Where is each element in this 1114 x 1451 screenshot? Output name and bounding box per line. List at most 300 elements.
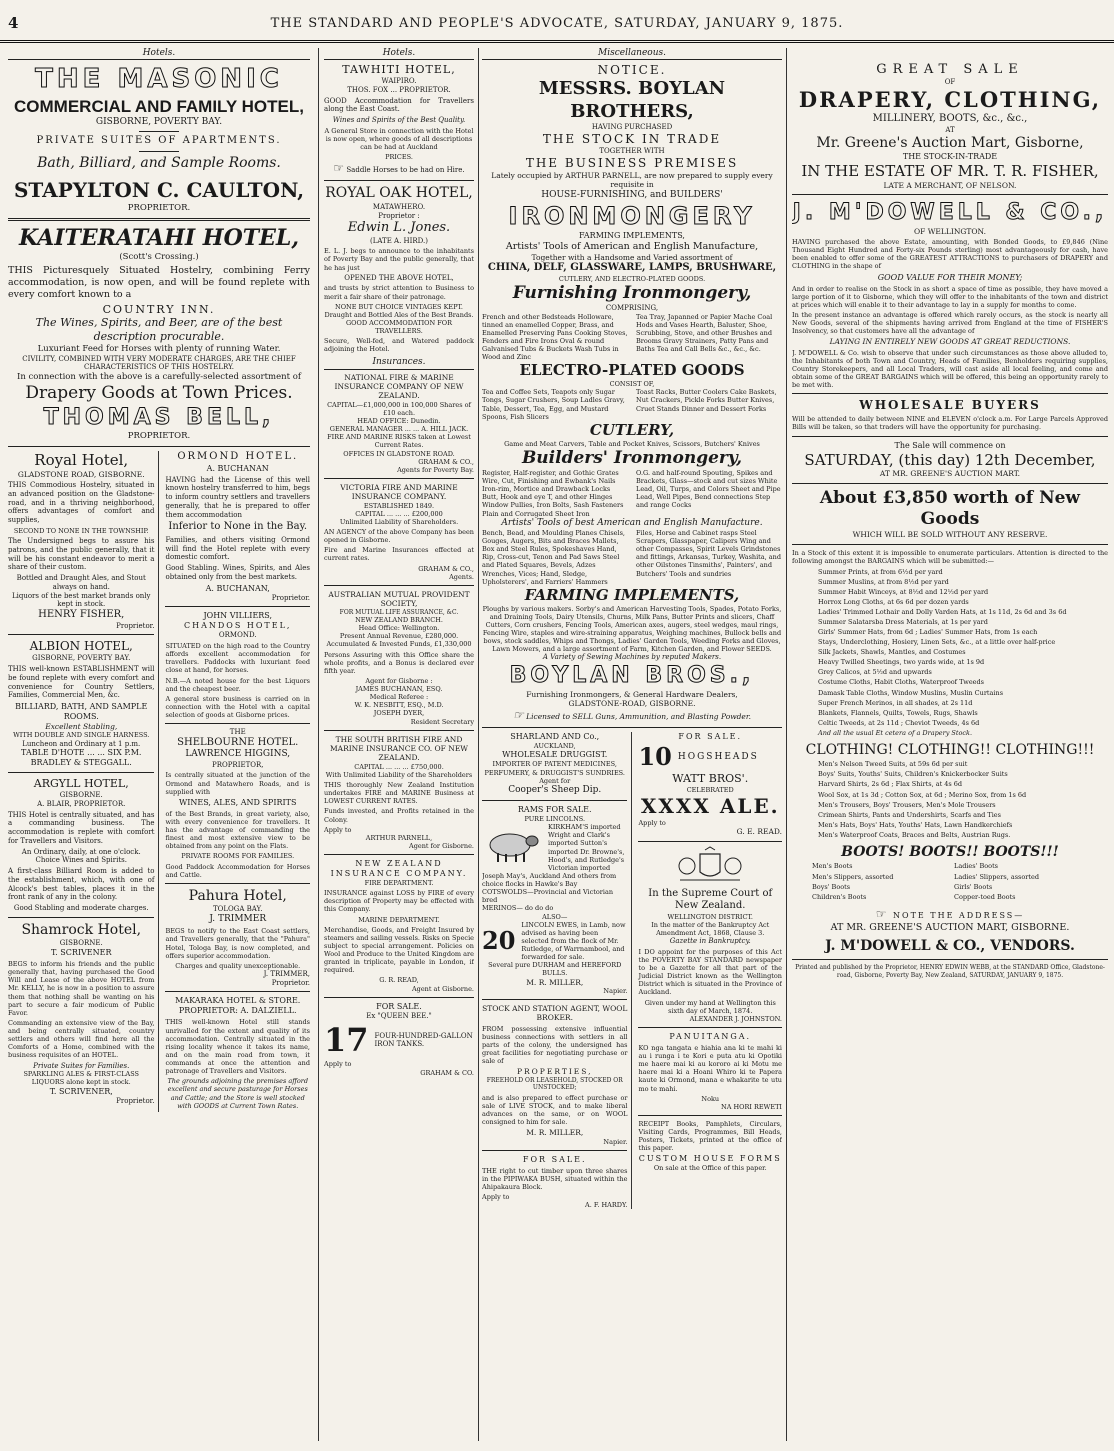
- rams-durham: Several pure DURHAM and HEREFORD BULLS.: [488, 961, 622, 978]
- royaloak-late: (LATE A. HIRD.): [369, 236, 429, 245]
- bargain-item: Blankets, Flannels, Quilts, Towels, Rugs, Shawls: [818, 708, 978, 717]
- shamrock-body2: Commanding an extensive view of the Bay, and being centrally situated, country settlers and others will find here all the Comforts of a Home, combined with the business requisites of an HOTEL.: [8, 1018, 155, 1060]
- australian-branch: NEW ZEALAND BRANCH.: [355, 616, 443, 624]
- court-gazette: Gazette in Bankruptcy.: [669, 937, 751, 945]
- argyll-loc: GISBORNE.: [59, 791, 103, 799]
- clothing-item: Wool Sox, at 1s 3d ; Cotton Sox, at 6d ; Merino Sox, from 1s 6d: [818, 790, 1027, 799]
- bargains-list: [792, 567, 1108, 738]
- section-header-3: Miscellaneous.: [482, 48, 782, 60]
- kaiteratahi-title: KAITERATAHI HOTEL,: [18, 224, 300, 251]
- shelbourne-body: Is centrally situated at the junction of the Ormond and Matawhero Roads, and is supplied with: [165, 771, 310, 796]
- vendors: J. M'DOWELL & CO., VENDORS.: [825, 937, 1075, 954]
- notice: NOTICE.: [597, 63, 667, 78]
- tawhiti-store: A General Store in connection with the Hotel is now open, where goods of all descriptions can be had at Auckland: [324, 126, 474, 151]
- shelbourne-rooms: PRIVATE ROOMS FOR FAMILIES.: [181, 852, 295, 861]
- pahura-owner-top: J. TRIMMER: [209, 914, 267, 924]
- boylan-premises: THE BUSINESS PREMISES: [525, 155, 739, 170]
- panuitanga-sig2: NA HORI REWETI: [721, 1102, 782, 1111]
- court-body: I DO appoint for the purposes of this Act the POVERTY BAY STANDARD newspaper to be a Gazette for all that part of the Judicial District known as the Wellington District which is situated in the Province of Auckland.: [638, 947, 782, 997]
- sale-body1: HAVING purchased the above Estate, amounting, with Bonded Goods, to £9,846 (Nine Thousand Eight Hundred and Forty-six Pounds sterling) most advantageously for cash, have been enabled to offer some of the GREATEST ATTRACTIONS to purchasers of DRAPERY and CLOTHING in the shape of: [792, 238, 1108, 271]
- electro-right: Toast Racks, Butter Coolers Cake Baskets, Nut Crackers, Pickle Forks Butter Knives, Cruet Stands Dinner and Dessert Forks: [636, 388, 777, 413]
- rams-number: 20: [482, 925, 516, 955]
- shelbourne-title: SHELBOURNE HOTEL.: [177, 736, 299, 748]
- national-capital: CAPITAL—£1,000,000 in 100,000 Shares of £10 each.: [327, 400, 471, 417]
- stock-in-trade: THE STOCK-IN-TRADE: [902, 152, 998, 161]
- tanks-agent: GRAHAM & CO.: [420, 1068, 474, 1077]
- builders-title: Builders' Ironmongery,: [521, 447, 743, 468]
- together-with: Together with a Handsome and Varied assortment of: [531, 252, 733, 262]
- royaloak-good: GOOD ACCOMMODATION FOR TRAVELLERS.: [345, 318, 452, 335]
- shamrock-loc: GISBORNE.: [59, 939, 103, 948]
- court-given: Given under my hand at Wellington this sixth day of March, 1874.: [644, 998, 776, 1015]
- tanks-apply: Apply to: [324, 1060, 352, 1069]
- farming-title: FARMING IMPLEMENTS,: [524, 585, 740, 604]
- victoria-agent2: Agents.: [449, 572, 474, 581]
- tanks-title: FOR SALE.: [376, 1001, 422, 1011]
- boylan-lately: Lately occupied by ARTHUR PARNELL, are now prepared to supply every requisite in: [491, 170, 773, 190]
- boylan-having: HAVING PURCHASED: [591, 123, 673, 132]
- ormond-owner: A. BUCHANAN,: [205, 583, 270, 593]
- rams-also: ALSO—: [542, 912, 568, 921]
- shamrock-liquors: SPARKLING ALES & FIRST-CLASS LIQUORS alone kept in stock.: [23, 1070, 139, 1087]
- panuitanga-body: KO nga tangata e hiahia ana ki te mahi ki au i runga i te Kori e puta atu ki Opotiki me haere mai ki au kororo ai ki Motu me haere mai ki a Hoani Whiro ki te Papera kaute ki Ormond, mana e whakarite te utu mo te mahi.: [638, 1043, 782, 1093]
- court-signature: ALEXANDER J. JOHNSTON.: [689, 1014, 782, 1023]
- ale-watt: WATT BROS'.: [672, 772, 749, 786]
- sale-commence: The Sale will commence on: [894, 440, 1006, 450]
- masonic-title: THE MASONIC: [35, 64, 283, 95]
- royaloak-body: E. L. J. begs to announce to the inhabitants of Poverty Bay and the public generally, that he has just: [324, 247, 474, 272]
- tawhiti-wines: Wines and Spirits of the Best Quality.: [332, 116, 466, 124]
- estate: IN THE ESTATE OF MR. T. R. FISHER,: [801, 162, 1099, 180]
- southbritish-body2: Funds invested, and Profits retained in the Colony.: [324, 807, 474, 824]
- royaloak-draught: Draught and Bottled Ales of the Best Brands.: [324, 310, 474, 319]
- timber-body: THE right to cut timber upon three shares in the PIPIWAKA BUSH, situated within the Ahipakaura Block.: [482, 1166, 628, 1191]
- nz-body2: Merchandise, Goods, and Freight Insured by steamers and sailing vessels. Risks on Specie subject to special arrangement. Policies on Wool and Produce to the United Kingdom are granted in triplicate, payable in London, if required.: [324, 925, 474, 975]
- of-wellington: OF WELLINGTON.: [913, 226, 986, 236]
- shelbourne-the: THE: [229, 728, 246, 737]
- southbritish-agent2: Agent for Gisborne.: [409, 841, 474, 850]
- albion-harness: WITH DOUBLE AND SINGLE HARNESS.: [13, 731, 150, 740]
- ale-celebrated: CELEBRATED: [686, 786, 734, 794]
- note-address: NOTE THE ADDRESS—: [893, 910, 1025, 920]
- ale-apply: Apply to: [638, 819, 666, 828]
- nz-agent2: Agent at Gisborne.: [411, 984, 474, 993]
- kaiteratahi-civility: CIVILITY, COMBINED WITH VERY MODERATE CHARGES, ARE THE CHIEF CHARACTERISTICS OF THIS HOSTELRY.: [22, 354, 296, 372]
- licensed: Licensed to SELL Guns, Ammunition, and Blasting Powder.: [526, 712, 752, 722]
- sale-body4: J. M'DOWELL & Co. wish to observe that under such circumstances as those above alluded to, the Inhabitants of both Town and Country, Heads of Families, Benholders requiring supplies, Country Storekeepers, and all Local Traders, will cast aside all local feeling, and come and obtain some of the GREAT BARGAINS which will be offered, this being an opportunity rarely to be met with.: [792, 348, 1108, 390]
- kaiteratahi-feed: Luxuriant Feed for Horses with plenty of running Water.: [37, 343, 281, 354]
- victoria-unlimited: Unlimited Liability of Shareholders.: [339, 517, 459, 526]
- albion-title: ALBION HOTEL,: [29, 639, 133, 654]
- thomas-bell-role: PROPRIETOR.: [127, 431, 191, 442]
- southbritish-unlimited: With Unlimited Liability of the Shareholders: [325, 770, 473, 779]
- boots-left: [812, 861, 946, 903]
- makaraka-grounds: The grounds adjoining the premises afford excellent and secure pasturage for Horses and Cattle; and the Store is well stocked with GOODS at Current Town Rates.: [167, 1077, 309, 1110]
- boots-right: [954, 861, 1088, 903]
- southbritish-apply: Apply to: [324, 825, 352, 834]
- boot-item: Boys' Boots: [812, 883, 851, 892]
- ormond-role: Proprietor.: [271, 593, 310, 602]
- sale-at: AT: [945, 125, 955, 134]
- australian-referee: W. K. NESBITT, ESQ., M.D.: [354, 701, 444, 710]
- bargain-item: Horrox Long Cloths, at 6s 6d per dozen yards: [818, 597, 969, 606]
- shamrock-title: Shamrock Hotel,: [21, 921, 142, 938]
- bargains-intro: In a Stock of this extent it is impossible to enumerate particulars. Attention is directed to the following amongst the BARGAINS which will be submitted:—: [792, 548, 1108, 565]
- electro-left: Tea and Coffee Sets, Teapots only Sugar Tongs, Sugar Crushers, Soup Ladles Gravy, Table, Dessert, Tea, Egg, and Mustard Spoons, Fish Slicers: [482, 388, 625, 421]
- furnishing-title: Furnishing Ironmongery,: [512, 282, 752, 303]
- pahura-body: BEGS to notify to the East Coast settlers, and Travellers generally, that the "Pahura" Hotel, Tologa Bay, is now completed, and offers superior accommodation.: [165, 927, 310, 960]
- misc-subcolumn-right: [638, 732, 782, 1209]
- shelbourne-owner: LAWRENCE HIGGINS,: [185, 749, 291, 760]
- kaiteratahi-body: THIS Picturesquely Situated Hostelry, combining Ferry accommodation, is now open, and will be found replete with every comfort known to a: [8, 265, 310, 300]
- artists-left: Bench, Bead, and Moulding Planes Chisels, Gouges, Augers, Bits and Braces Mallets, Box and Steel Rules, Spokeshaves Hand, Rip, Cross-cut, Tenon and Pad Saws Steel and Plated Squares, Bevels, Adzes Wrenches, Vices; Hand, Sledge, Upholsterers', and Farriers' Hammers: [482, 528, 625, 586]
- tawhiti-title: TAWHITI HOTEL,: [342, 63, 456, 77]
- australian-agent: JAMES BUCHANAN, ESQ.: [355, 685, 443, 693]
- bargain-item: Costume Cloths, Habit Cloths, Waterproof Tweeds: [818, 678, 985, 687]
- boylan-bros-loc: GLADSTONE-ROAD, GISBORNE.: [568, 698, 696, 708]
- boot-item: Children's Boots: [812, 893, 867, 902]
- builders-left: Register, Half-register, and Gothic Grates Wire, Cut, Finishing and Ewbank's Nails Iron-rim, Mortice and Drawback Locks Butt, Hook and eye T, and other Hinges Window Pullies, Iron Bolts, Sash Fasteners Plain and Corrugated Sheet Iron: [482, 468, 624, 518]
- masthead: [0, 10, 1114, 43]
- timber-agent: A. F. HARDY.: [585, 1201, 628, 1210]
- misc-subcolumn-left: [482, 732, 632, 1209]
- nz-agent: G. R. READ,: [379, 976, 419, 985]
- national-manager: GENERAL MANAGER ... ... A. HILL JACK.: [329, 425, 469, 434]
- nz-marine: MARINE DEPARTMENT.: [358, 915, 440, 924]
- ormond-body2: Families, and others visiting Ormond will find the Hotel replete with every domestic comfort.: [165, 535, 310, 562]
- pointing-hand-icon: ☞: [512, 708, 524, 723]
- sold-without-reserve: WHICH WILL BE SOLD WITHOUT ANY RESERVE.: [852, 530, 1048, 540]
- clothing-heading: CLOTHING! CLOTHING!! CLOTHING!!!: [805, 741, 1095, 758]
- shamrock-owner: T. SCRIVENER,: [49, 1086, 113, 1096]
- subcolumn-left: [8, 451, 159, 1112]
- rams-merinos: MERINOS— do do do: [482, 904, 554, 913]
- ale-agent: G. E. READ.: [736, 827, 782, 837]
- bargain-item: And all the usual Et cetera of a Drapery Stock.: [818, 728, 973, 737]
- bargain-item: Heavy Twilled Sheetings, two yards wide, at 1s 9d: [818, 658, 985, 667]
- stockagent-body2: and is also prepared to effect purchase or sale of LIVE STOCK, and to make liberal advances on the same, or on WOOL consigned to him for sale.: [482, 1093, 628, 1127]
- victoria-capital: CAPITAL ... ... ... £200,000: [355, 509, 443, 518]
- artists-right: Files, Horse and Cabinet rasps Steel Scrapers, Glasspaper, Calipers Wing and other Compasses, Spirit Levels Grindstones and fittings, Arkansas, Turkey, Washita, and other Oilstones Tinsmiths', Painters', and Butchers' Tools and sundries: [636, 528, 782, 578]
- pointing-hand-icon: ☞: [875, 906, 889, 921]
- pahura-role: Proprietor.: [271, 978, 310, 987]
- shelbourne-body2: of the Best Brands, in great variety, also, with every convenience for travellers. It has the advantage of commanding the finest and most extensive view to be obtained from any point on the Flats.: [165, 809, 310, 851]
- bargain-item: Ladies' Trimmed Lothair and Dolly Varden Hats, at 1s 11d, 2s 6d and 3s 6d: [818, 608, 1067, 616]
- bargain-item: Super French Merinos, in all shades, at 2s 11d: [818, 698, 973, 707]
- subcolumn-right: [165, 451, 310, 1112]
- chandos-owner: JOHN VILLIERS,: [203, 611, 273, 621]
- drapery-clothing: DRAPERY, CLOTHING,: [798, 87, 1102, 112]
- timber-title: FOR SALE.: [522, 1154, 587, 1164]
- boylan-firm: MESSRS. BOYLAN BROTHERS,: [538, 78, 726, 122]
- sale-body2: And in order to realise on the Stock in as short a space of time as possible, they have moved a large portion of it to Gisborne, which they will offer to the inhabitants of the town and district at prices which will enable it to their advantage to lay in a supply for months to come.: [792, 284, 1108, 309]
- kaiteratahi-inn: COUNTRY INN.: [102, 302, 216, 316]
- makaraka-owner: PROPRIETOR: A. DALZIELL.: [178, 1006, 297, 1016]
- column-miscellaneous: [482, 48, 782, 1443]
- imprint: Printed and published by the Proprietor, HENRY EDWIN WEBB, at the STANDARD Office, Gladstone-road, Gisborne, Poverty Bay, New Zealand, SATURDAY, JANUARY 9, 1875.: [795, 964, 1105, 979]
- australian-funds: Accumulated & Invested Funds, £1,330,000: [326, 640, 472, 649]
- masonic-location: GISBORNE, POVERTY BAY.: [95, 117, 223, 127]
- masonic-suites: PRIVATE SUITES OF APARTMENTS.: [36, 135, 282, 147]
- masonic-sub: COMMERCIAL AND FAMILY HOTEL,: [14, 96, 304, 116]
- artists-tools: Artists' Tools of American and English Manufacture,: [505, 240, 759, 252]
- national-agent: GRAHAM & CO.,: [418, 457, 474, 466]
- wholesale-body: Will be attended to daily between NINE and ELEVEN o'clock a.m. For Large Parcels Approved Bills will be taken, so that traders will have the opportunity for purchasing.: [792, 415, 1108, 432]
- southbritish-body: THIS thoroughly New Zealand Institution undertakes FIRE and MARINE Business at LOWEST CURRENT RATES.: [324, 781, 474, 806]
- australian-secretary-role: Resident Secretary: [410, 717, 474, 726]
- royal-body: THIS Commodious Hostelry, situated in an advanced position on the Gladstone-road, and in a thriving neighborhood, offers advantages of comfort and supplies,: [8, 481, 155, 525]
- rams-lincoln: LINCOLN EWES, in Lamb, now advised as having been selected from the flock of Mr. Rutledge, of Warrnambool, and forwarded for sale.: [521, 920, 626, 962]
- about-worth: About £3,850 worth of New Goods: [819, 487, 1081, 529]
- boylan-bros-sub: Furnishing Ironmongers, & General Hardware Dealers,: [526, 689, 738, 699]
- southbritish-title: THE SOUTH BRITISH FIRE AND MARINE INSURANCE CO. OF NEW ZEALAND.: [329, 734, 469, 763]
- boot-item: Ladies' Boots: [954, 862, 999, 871]
- sale-date: SATURDAY, (this day) 12th December,: [804, 450, 1096, 469]
- albion-body: THIS well-known ESTABLISHMENT will be found replete with every comfort and convenience for Country Settlers, Families, Commercial Men, &c.: [8, 665, 155, 700]
- shamrock-body: BEGS to inform his friends and the public generally that, having purchased the Good Will and Lease of the above HOTEL from Mr. KELLY, he is now in a position to assure them that nothing shall be wanting on his part to secure a fair modicum of Public Favor.: [8, 960, 155, 1017]
- ormond-title: ORMOND HOTEL.: [177, 451, 299, 462]
- estate-late: LATE A MERCHANT, OF NELSON.: [883, 180, 1017, 190]
- column-hotels-2: [324, 48, 474, 1443]
- shamrock-role: Proprietor.: [116, 1096, 155, 1105]
- boot-item: Men's Slippers, assorted: [812, 872, 894, 881]
- makaraka-title: MAKARAKA HOTEL & STORE.: [175, 996, 301, 1006]
- rams-title: RAMS FOR SALE.: [517, 805, 592, 814]
- rams-agent: M. R. MILLER,: [526, 977, 584, 987]
- albion-owner: BRADLEY & STEGGALL.: [30, 758, 132, 768]
- victoria-title: VICTORIA FIRE AND MARINE INSURANCE COMPANY.: [340, 482, 458, 502]
- mcdowell-firm: J. M'DOWELL & CO.,: [792, 200, 1108, 226]
- boot-item: Ladies' Slippers, assorted: [954, 872, 1040, 881]
- court-title: In the Supreme Court of New Zealand.: [648, 887, 773, 912]
- southbritish-agent: ARTHUR PARNELL,: [365, 833, 433, 842]
- albion-lunch: Luncheon and Ordinary at 1 p.m.: [22, 739, 141, 748]
- australian-title: AUSTRALIAN MUTUAL PROVIDENT SOCIETY,: [328, 589, 470, 609]
- royaloak-owner: Edwin L. Jones.: [347, 220, 451, 236]
- victoria-body: AN AGENCY of the above Company has been opened in Gisborne.: [324, 528, 474, 545]
- column-great-sale: [792, 48, 1108, 1443]
- australian-body: Persons Assuring with this Office share the whole profits, and a Bonus is declared ever fifth year.: [324, 650, 474, 675]
- boylan-together: TOGETHER WITH: [599, 147, 665, 155]
- clothing-item: Crimean Shirts, Pants and Undershirts, Scarfs and Ties: [818, 810, 1001, 819]
- clothing-item: Men's Trousers, Boys' Trousers, Men's Mole Trousers: [818, 800, 996, 809]
- royaloak-vintages: NONE BUT CHOICE VINTAGES KEPT.: [335, 302, 463, 311]
- royal-role: Proprietor.: [116, 621, 155, 630]
- pahura-loc: TOLOGA BAY.: [212, 905, 263, 914]
- royaloak-body2: and trusts by strict attention to Business to merit a fair share of their patronage.: [324, 284, 474, 301]
- panuitanga-title: PANUITANGA.: [669, 1031, 752, 1041]
- stockagent-props: PROPERTIES,: [516, 1067, 593, 1077]
- royal-ales: Bottled and Draught Ales, and Stout always on hand.: [16, 574, 146, 591]
- artists-heading: Artists' Tools of best American and English Manufacture.: [501, 517, 763, 528]
- nz-insurance-title: NEW ZEALAND INSURANCE COMPANY.: [330, 859, 468, 878]
- royaloak-loc: MATAWHERO.: [372, 202, 426, 211]
- panuitanga-sig1: Noku: [701, 1094, 720, 1103]
- ormond-inferior: Inferior to None in the Bay.: [168, 521, 308, 533]
- boylan-house: HOUSE-FURNISHING, and BUILDERS': [541, 189, 723, 200]
- insurances-header: Insurances.: [324, 357, 474, 369]
- clothing-item: Men's Hats, Boys' Hats, Youths' Hats, Lawn Handkerchiefs: [818, 820, 1013, 829]
- pahura-charges: Charges and quality unexceptionable.: [175, 961, 301, 970]
- boots-heading: BOOTS! BOOTS!! BOOTS!!!: [841, 843, 1059, 860]
- tanks-ship: Ex "QUEEN BEE.": [366, 1011, 432, 1020]
- clothing-list: [792, 759, 1108, 840]
- ironmongery-title: IRONMONGERY: [508, 201, 756, 230]
- royal-title: Royal Hotel,: [34, 451, 129, 469]
- laying-in: LAYING IN ENTIRELY NEW GOODS AT GREAT REDUCTIONS.: [829, 337, 1071, 347]
- good-value: GOOD VALUE FOR THEIR MONEY;: [877, 272, 1023, 282]
- rams-agent2: Napier.: [603, 986, 628, 995]
- bargain-item: Stays, Underclothing, Hosiery, Linen Sets, &c., at a little over half-price: [818, 638, 1056, 647]
- sharland-loc: AUCKLAND,: [533, 742, 576, 751]
- stockagent-agent2: Napier.: [603, 1137, 628, 1146]
- australian-sub: FOR MUTUAL LIFE ASSURANCE, &C.: [339, 608, 459, 616]
- section-header-2: Hotels.: [324, 48, 474, 60]
- chandos-title: CHANDOS HOTEL,: [184, 621, 292, 631]
- rams-pure: PURE LINCOLNS.: [524, 815, 586, 823]
- tawhiti-body: GOOD Accommodation for Travellers along the East Coast.: [324, 96, 474, 114]
- sale-of: OF: [944, 78, 956, 87]
- page-number: 4: [8, 14, 19, 32]
- rams-body: KIRKHAM'S imported Wright and Clark's imported Sutton's imported Dr. Browne's, Hood's, and Rutledge's Victorian imported Joseph May's, Auckland And others from choice flocks in Hawke's Bay: [482, 823, 625, 888]
- comprising: COMPRISING,: [605, 303, 659, 312]
- tawhiti-horses: Saddle Horses to be had on Hire.: [346, 166, 465, 175]
- royal-body2: The Undersigned begs to assure his patrons, and the public generally, that it will be his constant endeavor to merit a share of their custom.: [8, 537, 155, 572]
- victoria-body2: Fire and Marine Insurances effected at current rates.: [324, 546, 474, 563]
- bargain-item: Summer Muslins, at from 8½d per yard: [818, 577, 949, 586]
- sale-body3: In the present instance an advantage is offered which rarely occurs, as the stock is nearly all New Goods, several of the shipments having arrived from England at the time of FISHER'S Insolvency, so that customers have all the advantage of: [792, 310, 1108, 336]
- royaloak-paddock: Secure, Well-fed, and Watered paddock adjoining the Hotel.: [324, 337, 474, 354]
- timber-apply: Apply to: [482, 1193, 510, 1202]
- pointing-hand-icon: ☞: [333, 161, 345, 176]
- shelbourne-paddock: Good Paddock Accommodation for Horses and Cattle.: [165, 862, 310, 879]
- stockagent-body: FROM possessing extensive influential business connections with settlers in all parts of the colony, the undersigned has great facilities for negotiating purchase or sale of: [482, 1024, 628, 1066]
- clothing-item: Men's Waterproof Coats, Braces and Belts, Austrian Rugs.: [818, 830, 1011, 839]
- millinery: MILLINERY, BOOTS, &c., &c.,: [872, 113, 1028, 125]
- argyll-stabling: Good Stabling and moderate charges.: [13, 904, 149, 912]
- ale-title: FOR SALE.: [678, 732, 743, 742]
- argyll-billiard: A first-class Billiard Room is added to the establishment, which, with one of Alcock's best tables, places it in the front rank of any in the colony.: [8, 867, 155, 902]
- chandos-loc: ORMOND.: [218, 631, 257, 640]
- argyll-wines: Choice Wines and Spirits.: [35, 856, 127, 865]
- kaiteratahi-connection: In connection with the above is a carefully-selected assortment of: [17, 372, 301, 382]
- bargain-item: Silk Jackets, Shawls, Mantles, and Costumes: [818, 648, 966, 657]
- stockagent-agent: M. R. MILLER,: [526, 1128, 584, 1138]
- ormond-stabling: Good Stabling. Wines, Spirits, and Ales obtained only from the best markets.: [165, 564, 310, 581]
- albion-table: TABLE D'HOTE ... ... SIX P.M.: [21, 748, 142, 758]
- royaloak-opened: OPENED THE ABOVE HOTEL,: [344, 273, 454, 282]
- bargain-item: Celtic Tweeds, at 2s 11d ; Cheviot Tweeds, 4s 6d: [818, 718, 980, 727]
- at-greene-mart: AT MR. GREENE'S AUCTION MART.: [879, 469, 1021, 479]
- australian-referee-label: Medical Referee :: [369, 693, 429, 702]
- argyll-body: THIS Hotel is centrally situated, and has a commanding business. The accommodation is replete with comfort for Travellers and Visitors.: [8, 810, 155, 845]
- kaiteratahi-sub: (Scott's Crossing.): [119, 252, 199, 263]
- makaraka-body: THIS well-known Hotel still stands unrivalled for the extent and quality of its accommodation. Centrally situated in the rising locality whence it takes its name, and on the main road from town, it commands at once the attention and patronage of Travellers and Visitors.: [165, 1018, 310, 1076]
- furnishing-left: French and other Bedsteads Holloware, tinned an enamelled Copper, Brass, and Enamelled Preserving Pans Cooking Stoves, Fenders and Fire Irons Oval & round Galvanised Tubs & Buckets Wash Tubs in Wood and Zinc: [482, 312, 628, 362]
- cutlery-title: CUTLERY,: [589, 420, 675, 439]
- sharland-dip: Cooper's Sheep Dip.: [508, 784, 602, 795]
- albion-loc: GISBORNE, POVERTY BAY.: [32, 654, 131, 663]
- national-head: HEAD OFFICE: Dunedin.: [357, 417, 441, 425]
- ale-number: 10: [638, 742, 672, 772]
- australian-agent-label: Agent for Gisborne :: [365, 676, 433, 685]
- cutlery-body: Game and Meat Carvers, Table and Pocket Knives, Scissors, Butchers' Knives: [504, 439, 760, 448]
- ormond-body: HAVING had the License of this well known hostelry transferred to him, begs to inform country settlers and travellers generally, that he is prepared to offer them accommodation: [165, 475, 310, 519]
- farming-implements-small: FARMING IMPLEMENTS,: [579, 230, 685, 240]
- shelbourne-wines: WINES, ALES, AND SPIRITS: [179, 797, 297, 807]
- tawhiti-prices: PRICES.: [385, 153, 413, 162]
- clothing-item: Harvard Shirts, 2s 6d ; Flax Shirts, at 4s 6d: [818, 780, 963, 789]
- masonic-rooms: Bath, Billiard, and Sample Rooms.: [37, 154, 281, 171]
- national-title: NATIONAL FIRE & MARINE INSURANCE COMPANY OF NEW ZEALAND.: [334, 372, 464, 401]
- southbritish-capital: CAPITAL ... ... ... £750,000.: [354, 762, 444, 771]
- australian-head: Head Office: Wellington.: [358, 624, 440, 633]
- boot-item: Copper-toed Boots: [954, 893, 1016, 902]
- national-offices: OFFICES IN GLADSTONE ROAD.: [343, 449, 455, 458]
- court-matter: In the matter of the Bankruptcy Act Amendment Act, 1868, Clause 3.: [651, 920, 770, 937]
- chandos-body: SITUATED on the high road to the Country affords excellent accommodation for travellers. Paddocks with luxuriant feed close at hand, for horses.: [165, 642, 310, 675]
- australian-revenue: Present Annual Revenue, £280,000.: [339, 632, 459, 641]
- ormond-owner-top: A. BUCHANAN: [206, 463, 269, 473]
- bargain-item: Girls' Summer Hats, from 6d ; Ladies' Summer Hats, from 1s each: [818, 628, 1038, 637]
- albion-rooms: BILLIARD, BATH, AND SAMPLE ROOMS.: [15, 702, 148, 721]
- masthead-title: THE STANDARD AND PEOPLE'S ADVOCATE, SATURDAY, JANUARY 9, 1875.: [270, 16, 844, 31]
- builders-right: O.G. and half-round Spouting, Spikes and Brackets, Glass—stock and cut sizes White Lead, Oil, Turps, and Colors Sheet and Pipe Lead, Well Pipes, Bend connections Step and range Cocks: [636, 468, 781, 510]
- tawhiti-owner: THOS. FOX ... PROPRIETOR.: [347, 85, 451, 94]
- tanks-number: 17: [324, 1021, 369, 1060]
- chandos-nb: N.B.—A noted house for the best Liquors and the cheapest beer.: [165, 676, 310, 693]
- bargain-item: Summer Prints, at from 6½d per yard: [818, 567, 943, 576]
- cutlery-small: CUTLERY, AND ELECTRO-PLATED GOODS.: [558, 274, 706, 283]
- ale-hogsheads: HOGSHEADS: [677, 751, 759, 762]
- stockagent-sub: FREEHOLD OR LEASEHOLD, STOCKED OR UNSTOCKED;: [486, 1076, 623, 1092]
- bargain-item: Summer Salatarsba Dress Materials, at 1s per yard: [818, 618, 988, 627]
- sheep-engraving: [482, 825, 542, 865]
- victoria-est: ESTABLISHED 1849.: [363, 501, 435, 510]
- sewing-machines: A Variety of Sewing Machines by reputed Makers.: [542, 653, 722, 662]
- albion-stabling: Excellent Stabling,: [45, 722, 118, 731]
- rams-cotswolds: COTSWOLDS—Provincial and Victorian bred: [482, 888, 614, 905]
- furnishing-right: Tea Tray, Japanned or Papier Mache Coal Hods and Vases Hearth, Baluster, Shoe, Scrubbing, Stove, and other Brushes and Brooms Gravy Strainers, Patty Pans and Baths Tea and Call Bells &c., &c., &c.: [636, 312, 773, 354]
- thomas-bell: THOMAS BELL,: [43, 404, 275, 430]
- shamrock-owner-top: T. SCRIVENER: [50, 948, 112, 957]
- kaiteratahi-wines: The Wines, Spirits, and Beer, are of the best description procurable.: [35, 316, 283, 344]
- section-header: Hotels.: [8, 48, 310, 60]
- column-hotels-1: [8, 48, 310, 1443]
- royal-second: SECOND TO NONE IN THE TOWNSHIP.: [13, 526, 149, 535]
- customs-forms: CUSTOM HOUSE FORMS: [638, 1154, 782, 1164]
- nz-fire: FIRE DEPARTMENT.: [364, 879, 434, 887]
- victoria-agent: GRAHAM & CO.,: [418, 564, 474, 573]
- national-agent2: Agents for Poverty Bay.: [397, 465, 474, 474]
- greene-mart: Mr. Greene's Auction Mart, Gisborne,: [816, 134, 1084, 151]
- argyll-owner: A. BLAIR, PROPRIETOR.: [37, 799, 126, 808]
- bargain-item: Grey Calicos, at 5½d and upwards: [818, 668, 932, 677]
- sharland-title: SHARLAND AND Co.,: [510, 732, 600, 742]
- royal-loc: GLADSTONE ROAD, GISBORNE.: [17, 469, 145, 479]
- clothing-item: Boys' Suits, Youths' Suits, Children's Knickerbocker Suits: [818, 770, 1008, 779]
- royaloak-title: ROYAL OAK HOTEL,: [325, 185, 473, 202]
- customs-sale: On sale at the Office of this paper.: [653, 1164, 767, 1173]
- masonic-owner: STAPYLTON C. CAULTON,: [13, 178, 305, 203]
- boot-item: Girls' Boots: [954, 883, 993, 892]
- shamrock-suites: Private Suites for Families.: [33, 1061, 130, 1070]
- bargain-item: Summer Habit Winceys, at 8½d and 12½d per yard: [818, 587, 989, 596]
- great-sale: GREAT SALE: [876, 62, 1024, 77]
- sharland-type: WHOLESALE DRUGGIST.: [502, 750, 608, 760]
- australian-secretary: JOSEPH DYER,: [373, 709, 425, 718]
- address: AT MR. GREENE'S AUCTION MART, GISBORNE.: [830, 921, 1070, 933]
